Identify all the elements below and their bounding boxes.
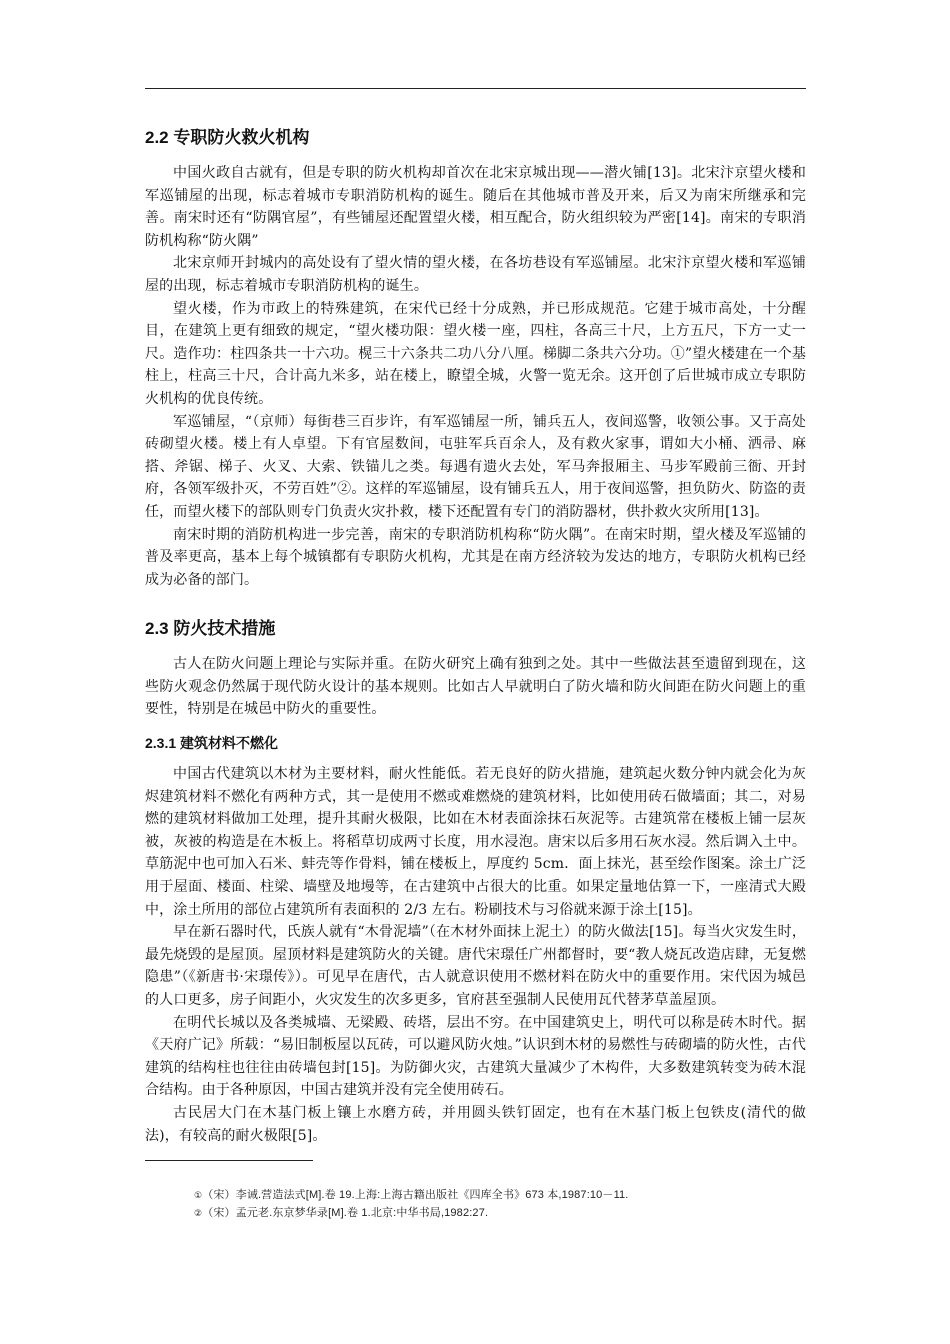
section-heading-2-2: 2.2 专职防火救火机构 (145, 128, 310, 147)
paragraph: 中国古代建筑以木材为主要材料，耐火性能低。若无良好的防火措施，建筑起火数分钟内就会化为灰烬建筑材料不燃化有两种方式，其一是使用不燃或难燃烧的建筑材料，比如使用砖石做墙面；其二，对易燃的建筑材料做加工处理，提升其耐火极限，比如在木材表面涂抹石灰泥等。古建筑常在楼板上铺一层灰被，灰被的构造是在木板上。将稻草切成两寸长度，用水浸泡。唐宋以后多用石灰水浸。然后调入土中。草筋泥中也可加入石米、蚌壳等作骨料，铺在楼板上，厚度约 5cm．面上抹光，甚至绘作图案。涂土广泛用于屋面、楼面、柱梁、墙壁及地墁等，在古建筑中占很大的比重。如果定量地估算一下，一座清式大殿中，涂土所用的部位占建筑所有表面积的 2/3 左右。粉刷技术与习俗就来源于涂土[15]。 (145, 766, 806, 918)
paragraph: 北宋京师开封城内的高处设有了望火情的望火楼，在各坊巷设有军巡铺屋。北宋汴京望火楼和军巡铺屋的出现，标志着城市专职消防机构的诞生。 (145, 255, 806, 294)
footnotes (172, 1186, 812, 1222)
paragraph: 南宋时期的消防机构进一步完善，南宋的专职消防机构称“防火隅”。在南宋时期，望火楼及军巡铺的普及率更高，基本上每个城镇都有专职防火机构，尤其是在南方经济较为发达的地方，专职防火机构已经成为必备的部门。 (145, 526, 806, 588)
footnote-separator (145, 1160, 313, 1161)
footnote-2 (172, 1204, 812, 1222)
footnote-mark: ① (194, 1190, 203, 1200)
footnote-1 (172, 1186, 812, 1204)
paragraph: 望火楼，作为市政上的特殊建筑，在宋代已经十分成熟，并已形成规范。它建于城市高处，十分醒目，在建筑上更有细致的规定，“望火楼功限：望火楼一座，四柱，各高三十尺，上方五尺，下方一丈一尺。造作功：柱四条共一十六功。榥三十六条共二功八分八厘。梯脚二条共六分功。①”望火楼建在一个基柱上，柱高三十尺，合计高九米多，站在楼上，瞭望全城，火警一览无余。这开创了后世城市成立专职防火机构的优良传统。 (145, 300, 806, 407)
paragraph: 古民居大门在木基门板上镶上水磨方砖，并用圆头铁钉固定，也有在木基门板上包铁皮(清代的做法)，有较高的耐火极限[5]。 (145, 1104, 806, 1144)
paragraph: 早在新石器时代，氏族人就有“木骨泥墙”（在木材外面抹上泥土）的防火做法[15]。每当火灾发生时，最先烧毁的是屋顶。屋顶材料是建筑防火的关键。唐代宋璟任广州都督时，要“教人烧瓦改造店肆，无复燃隐患”（《新唐书·宋璟传》）。可见早在唐代，古人就意识使用不燃材料在防火中的重要作用。宋代因为城邑的人口更多，房子间距小，火灾发生的次多更多，官府甚至强制人民使用瓦代替茅草盖屋顶。 (145, 924, 806, 1008)
subsection-heading-2-3-1: 2.3.1 建筑材料不燃化 (145, 735, 279, 752)
paragraph: 古人在防火问题上理论与实际并重。在防火研究上确有独到之处。其中一些做法甚至遗留到现在，这些防火观念仍然属于现代防火设计的基本规则。比如古人早就明白了防火墙和防火间距在防火问题上的重要性，特别是在城邑中防火的重要性。 (145, 656, 806, 718)
section-heading-2-3: 2.3 防火技术措施 (145, 619, 276, 639)
header-rule (145, 88, 806, 89)
body-text (145, 118, 806, 1147)
footnote-text: （宋）孟元老.东京梦华录[M].卷 1.北京:中华书局,1982:27. (202, 1207, 489, 1219)
paragraph: 军巡铺屋，“（京师）每街巷三百步许，有军巡铺屋一所，铺兵五人，夜间巡警，收领公事。又于高处砖砌望火楼。楼上有人卓望。下有官屋数间，屯驻军兵百余人，及有救火家事，谓如大小桶、洒帚、麻搭、斧锯、梯子、火叉、大索、铁锚儿之类。每遇有遗火去处，军马奔报厢主、马步军殿前三衙、开封府，各领军级扑灭，不劳百姓”②。这样的军巡铺屋，设有铺兵五人，用于夜间巡警，担负防火、防盗的责任，而望火楼下的部队则专门负责火灾扑救，楼下还配置有专门的消防器材，供扑救火灾所用[13]。 (145, 413, 806, 520)
footnote-mark: ② (194, 1208, 203, 1218)
paragraph: 在明代长城以及各类城墙、无梁殿、砖塔，层出不穷。在中国建筑史上，明代可以称是砖木时代。据《天府广记》所载：“易旧制板屋以瓦砖，可以避风防火烛。”认识到木材的易燃性与砖砌墙的防火性，古代建筑的结构柱也往往由砖墙包封[15]。为防御火灾，古建筑大量减少了木构件，大多数建筑转变为砖木混合结构。由于各种原因，中国古建筑并没有完全使用砖石。 (145, 1014, 806, 1099)
footnote-text: （宋）李诫.营造法式[M].卷 19.上海:上海古籍出版社《四库全书》673 本,1987:10－11. (202, 1189, 629, 1201)
paragraph: 中国火政自古就有，但是专职的防火机构却首次在北宋京城出现——潜火铺[13]。北宋汴京望火楼和军巡铺屋的出现，标志着城市专职消防机构的诞生。随后在其他城市普及开来，后又为南宋所继承和完善。南宋时还有“防隅官屋”，有些铺屋还配置望火楼，相互配合，防火组织较为严密[14]。南宋的专职消防机构称“防火隅” (145, 165, 806, 249)
